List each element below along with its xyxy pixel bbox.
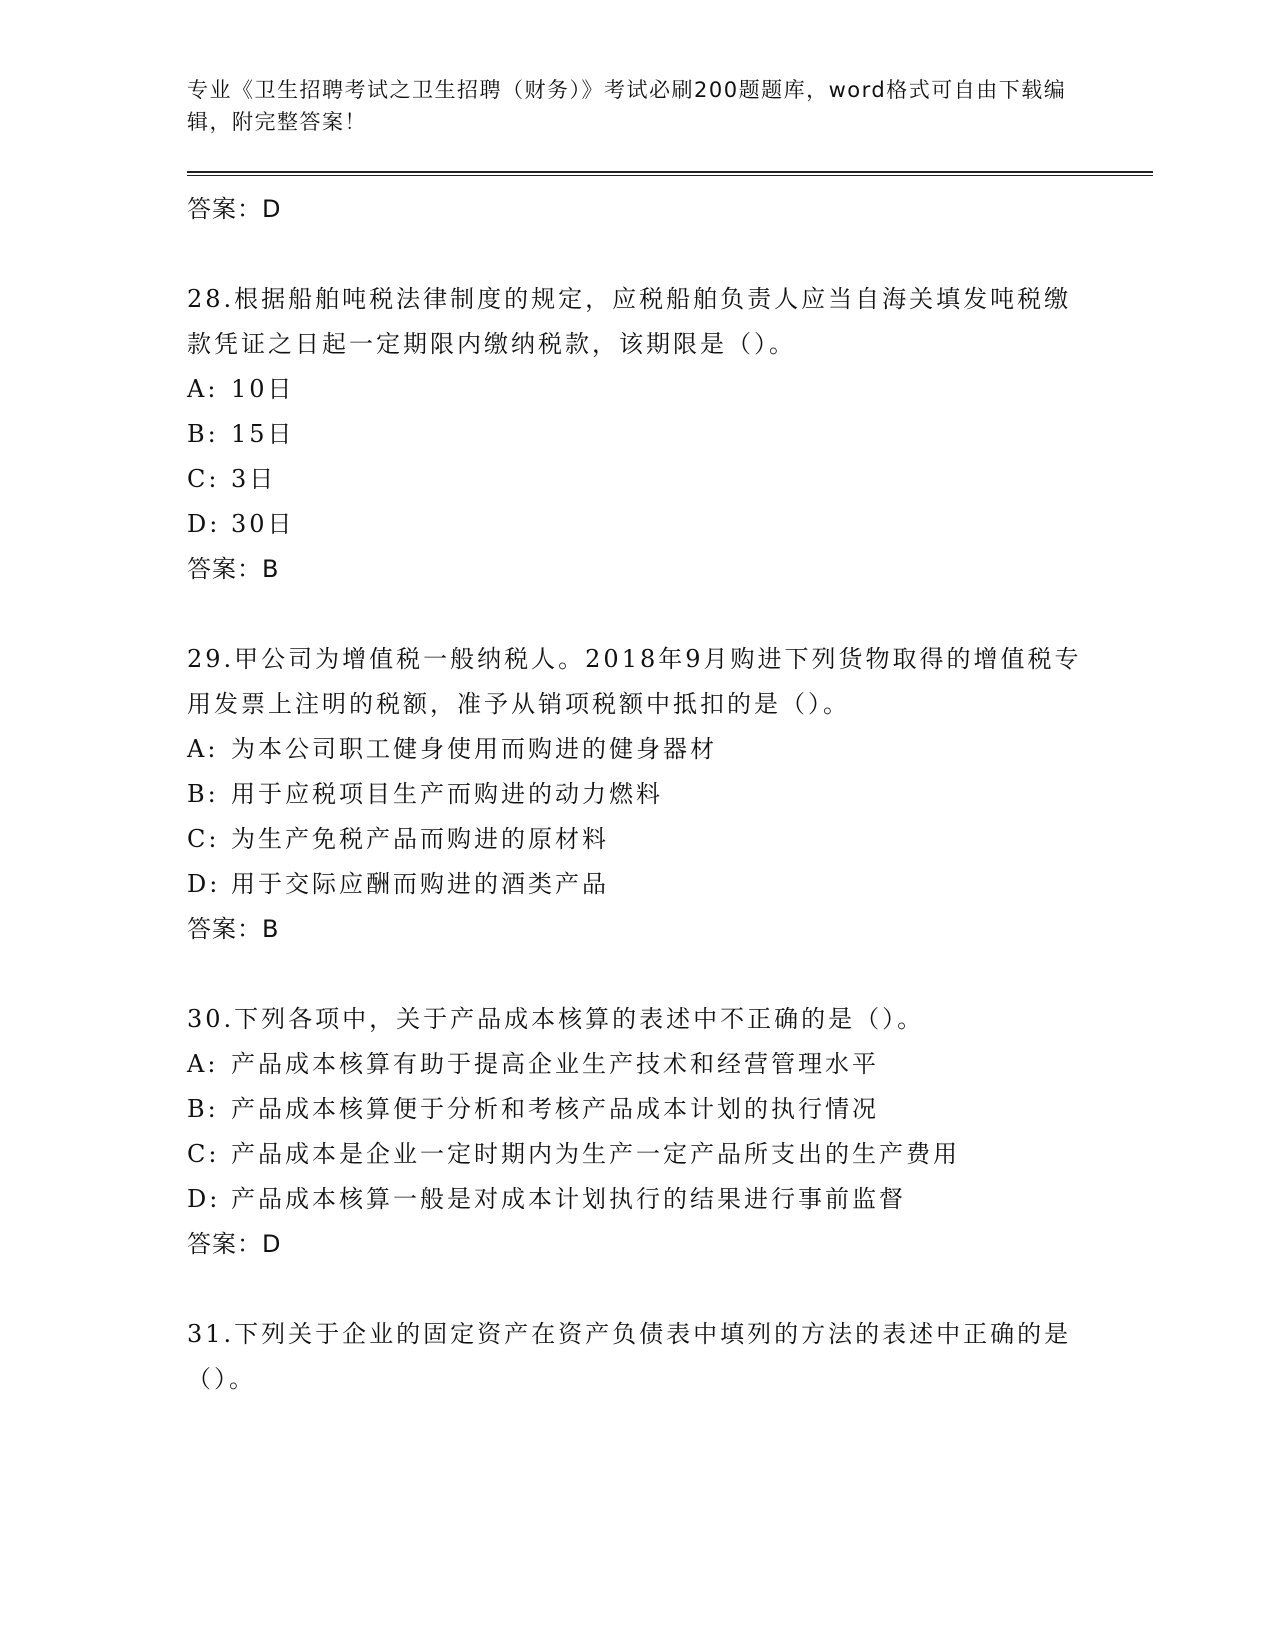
question-stem: 29.甲公司为增值税一般纳税人。2018年9月购进下列货物取得的增值税专用发票上注明的税额，准予从销项税额中抵扣的是（）。 <box>187 645 1082 718</box>
option-letter: B: <box>187 780 219 808</box>
option-a <box>187 727 1087 772</box>
option-text: 产品成本是企业一定时期内为生产一定产品所支出的生产费用 <box>231 1140 960 1168</box>
option-letter: D: <box>187 1185 221 1213</box>
question-list <box>187 187 1087 1402</box>
option-text: 为生产免税产品而购进的原材料 <box>231 825 609 853</box>
option-letter: A: <box>187 375 219 403</box>
option-letter: D: <box>187 870 221 898</box>
option-b <box>187 772 1087 817</box>
question-31 <box>187 1312 1087 1402</box>
option-text: 3日 <box>231 465 277 493</box>
option-b <box>187 412 1087 457</box>
option-c <box>187 457 1087 502</box>
option-letter: C: <box>187 465 220 493</box>
question-stem: 28.根据船舶吨税法律制度的规定，应税船舶负责人应当自海关填发吨税缴款凭证之日起一定期限内缴纳税款，该期限是（）。 <box>187 285 1072 358</box>
option-text: 产品成本核算便于分析和考核产品成本计划的执行情况 <box>231 1095 879 1123</box>
option-c <box>187 817 1087 862</box>
option-letter: D: <box>187 510 221 538</box>
option-text: 10日 <box>231 375 295 403</box>
option-c <box>187 1132 1087 1177</box>
option-d <box>187 862 1087 907</box>
question-stem: 30.下列各项中，关于产品成本核算的表述中不正确的是（）。 <box>187 1005 925 1033</box>
option-a <box>187 1042 1087 1087</box>
option-b <box>187 1087 1087 1132</box>
question-28 <box>187 277 1087 592</box>
header-rule-top <box>187 171 1153 173</box>
header-rule-bottom <box>187 175 1153 176</box>
answer-line: 答案：D <box>187 195 282 223</box>
answer-line: 答案：B <box>187 915 280 943</box>
document-header: 专业《卫生招聘考试之卫生招聘（财务）》考试必刷200题题库，word格式可自由下载编辑，附完整答案！ <box>187 78 1067 134</box>
option-text: 为本公司职工健身使用而购进的健身器材 <box>231 735 717 763</box>
option-text: 用于应税项目生产而购进的动力燃料 <box>231 780 663 808</box>
option-d <box>187 1177 1087 1222</box>
option-letter: C: <box>187 1140 220 1168</box>
question-30 <box>187 997 1087 1267</box>
option-a <box>187 367 1087 412</box>
option-letter: A: <box>187 1050 219 1078</box>
option-text: 产品成本核算有助于提高企业生产技术和经营管理水平 <box>231 1050 879 1078</box>
option-letter: B: <box>187 1095 219 1123</box>
option-letter: B: <box>187 420 219 448</box>
option-letter: A: <box>187 735 219 763</box>
answer-line: 答案：B <box>187 555 280 583</box>
option-text: 用于交际应酬而购进的酒类产品 <box>231 870 609 898</box>
question-29 <box>187 637 1087 952</box>
question-stem: 31.下列关于企业的固定资产在资产负债表中填列的方法的表述中正确的是（）。 <box>187 1320 1072 1393</box>
option-text: 30日 <box>231 510 295 538</box>
answer-line: 答案：D <box>187 1230 282 1258</box>
option-d <box>187 502 1087 547</box>
option-text: 产品成本核算一般是对成本计划执行的结果进行事前监督 <box>231 1185 906 1213</box>
option-text: 15日 <box>231 420 295 448</box>
option-letter: C: <box>187 825 220 853</box>
